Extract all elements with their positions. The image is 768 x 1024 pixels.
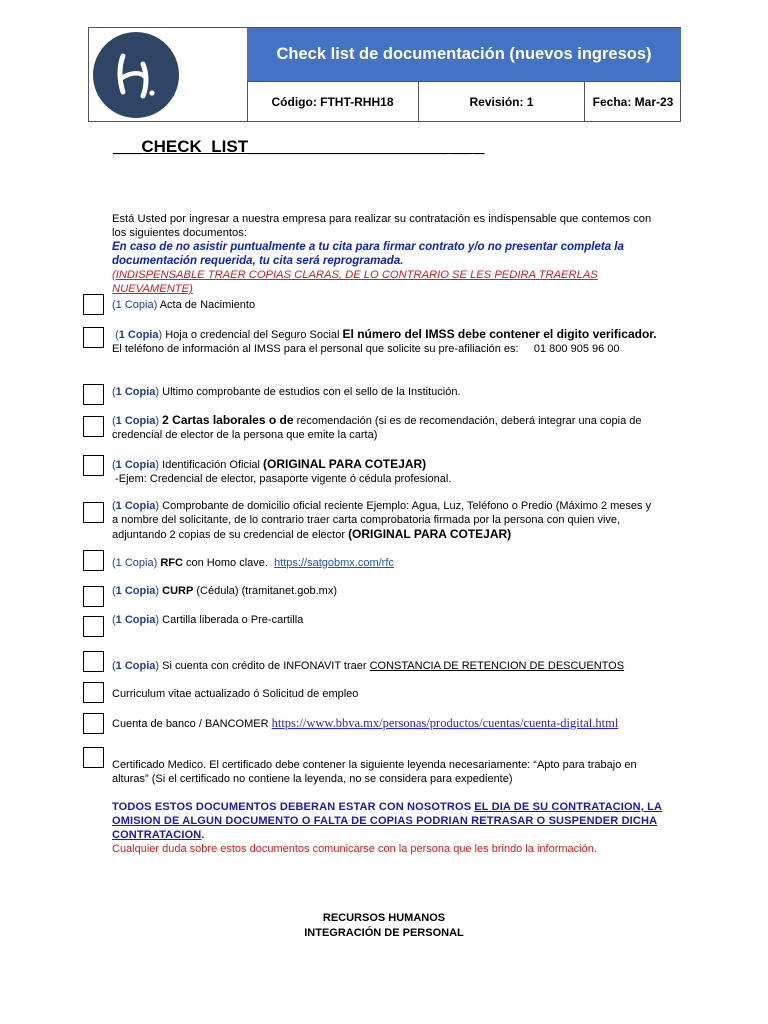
checkbox-cartas[interactable] — [83, 416, 104, 437]
item-certificado: Certificado Medico. El certificado debe contener la siguiente leyenda necesariamente: “Apto para trabajo en alturas” (Si el certificado no contiene la leyenda, no se considera para expediente) — [112, 759, 637, 785]
document-date: Fecha: Mar-23 — [592, 94, 674, 109]
intro-block — [112, 212, 652, 296]
document-title: Check list de documentación (nuevos ingresos) — [247, 28, 681, 82]
item-curriculum: Curriculum vitae actualizado ó Solicitud de empleo — [112, 688, 359, 700]
notes-warning-1: TODOS ESTOS DOCUMENTOS DEBERAN ESTAR CON NOSOTROS — [112, 801, 472, 813]
document-header-table — [88, 27, 681, 122]
item-rfc: (1 Copia) RFC con Homo clave. https://satgobmx.com/rfc — [112, 557, 394, 569]
checkbox-domicilio[interactable] — [83, 502, 104, 523]
footer-area: INTEGRACIÓN DE PERSONAL — [304, 927, 464, 939]
rfc-link[interactable]: https://satgobmx.com/rfc — [274, 557, 394, 569]
notes-block: TODOS ESTOS DOCUMENTOS DEBERAN ESTAR CON NOSOTROS EL DIA DE SU CONTRATACION, LA OMISION DE ALGUN DOCUMENTO O FALTA DE COPIAS PODRIAN RETRASAR O SUSPENDER DICHA CONTRATACION. Cualquier duda sobre estos documentos comunicarse con la persona que les brindo la información. — [112, 801, 663, 855]
item-acta: (1 Copia) Acta de Nacimiento — [112, 299, 256, 311]
checklist-heading: ___CHECK LIST_____________________ __ _ — [113, 137, 485, 156]
footer-department: RECURSOS HUMANOS — [322, 912, 446, 924]
checkbox-certificado[interactable] — [83, 747, 104, 768]
item-identificacion: (1 Copia) Identificación Oficial (ORIGINAL PARA COTEJAR) -Ejem: Credencial de elector, pasaporte vigente ó cédula profesional. — [112, 457, 452, 485]
document-code: Código: FTHT-RHH18 — [247, 82, 419, 121]
checkbox-infonavit[interactable] — [83, 651, 104, 672]
item-curp: (1 Copia) CURP (Cédula) (tramitanet.gob.mx) — [112, 585, 337, 597]
item-estudios: (1 Copia) Ultimo comprobante de estudios con el sello de la Institución. — [112, 386, 461, 398]
item-domicilio: (1 Copia) Comprobante de domicilio oficial reciente Ejemplo: Agua, Luz, Teléfono o Predio (Máximo 2 meses y a nombre del solicitante, de lo contrario traer carta comprobatoria firmada por la persona con quien vive, adjuntando 2 copias de su credencial de elector (ORIGINAL PARA COTEJAR) — [112, 500, 652, 541]
intro-text: Está Usted por ingresar a nuestra empresa para realizar su contratación es indispensable que contemos con los siguientes documentos: — [112, 213, 652, 239]
checkbox-curp[interactable] — [83, 586, 104, 607]
checkbox-curriculum[interactable] — [83, 682, 104, 703]
checkbox-imss[interactable] — [83, 327, 104, 348]
company-logo — [93, 32, 179, 118]
checkbox-rfc[interactable] — [83, 550, 104, 571]
checkbox-estudios[interactable] — [83, 384, 104, 405]
checkbox-banco[interactable] — [83, 713, 104, 734]
item-cartilla: (1 Copia) Cartilla liberada o Pre-cartilla — [112, 614, 304, 626]
notes-warning-2: EL DIA DE SU CONTRATACION, LA OMISION DE ALGUN DOCUMENTO O FALTA DE COPIAS PODRIAN RETRASAR O SUSPENDER DICHA CONTRATACION — [112, 801, 663, 841]
bbva-link[interactable]: https://www.bbva.mx/personas/productos/cuentas/cuenta-digital.html — [271, 716, 619, 730]
item-banco: Cuenta de banco / BANCOMER https://www.bbva.mx/personas/productos/cuentas/cuenta-digital.html — [112, 716, 619, 730]
logo-cell — [89, 28, 248, 121]
notes-contact: Cualquier duda sobre estos documentos comunicarse con la persona que les brindo la información. — [112, 843, 597, 855]
item-infonavit: (1 Copia) Si cuenta con crédito de INFONAVIT traer CONSTANCIA DE RETENCION DE DESCUENTOS — [112, 660, 625, 672]
intro-warning: En caso de no asistir puntualmente a tu cita para firmar contrato y/o no presentar completa la documentación requerida, tu cita será reprogramada. — [112, 241, 624, 267]
checkbox-acta[interactable] — [83, 294, 104, 315]
document-revision: Revisión: 1 — [419, 82, 585, 121]
checkbox-identificacion[interactable] — [83, 455, 104, 476]
intro-copies-note: (INDISPENSABLE TRAER COPIAS CLARAS, DE LO CONTRARIO SE LES PEDIRA TRAERLAS NUEVAMENTE) — [112, 269, 598, 295]
h-logo-icon — [93, 32, 179, 118]
item-imss: (1 Copia) Hoja o credencial del Seguro Social El número del IMSS debe contener el digito verificador. El teléfono de información al IMSS para el personal que solicite su pre-afiliación es: 01 800 905 96 00 — [112, 327, 657, 355]
checkbox-cartilla[interactable] — [83, 616, 104, 637]
item-cartas: (1 Copia) 2 Cartas laborales o de recomendación (si es de recomendación, deberá integrar una copia de credencial de elector de la persona que emite la carta) — [112, 413, 642, 441]
